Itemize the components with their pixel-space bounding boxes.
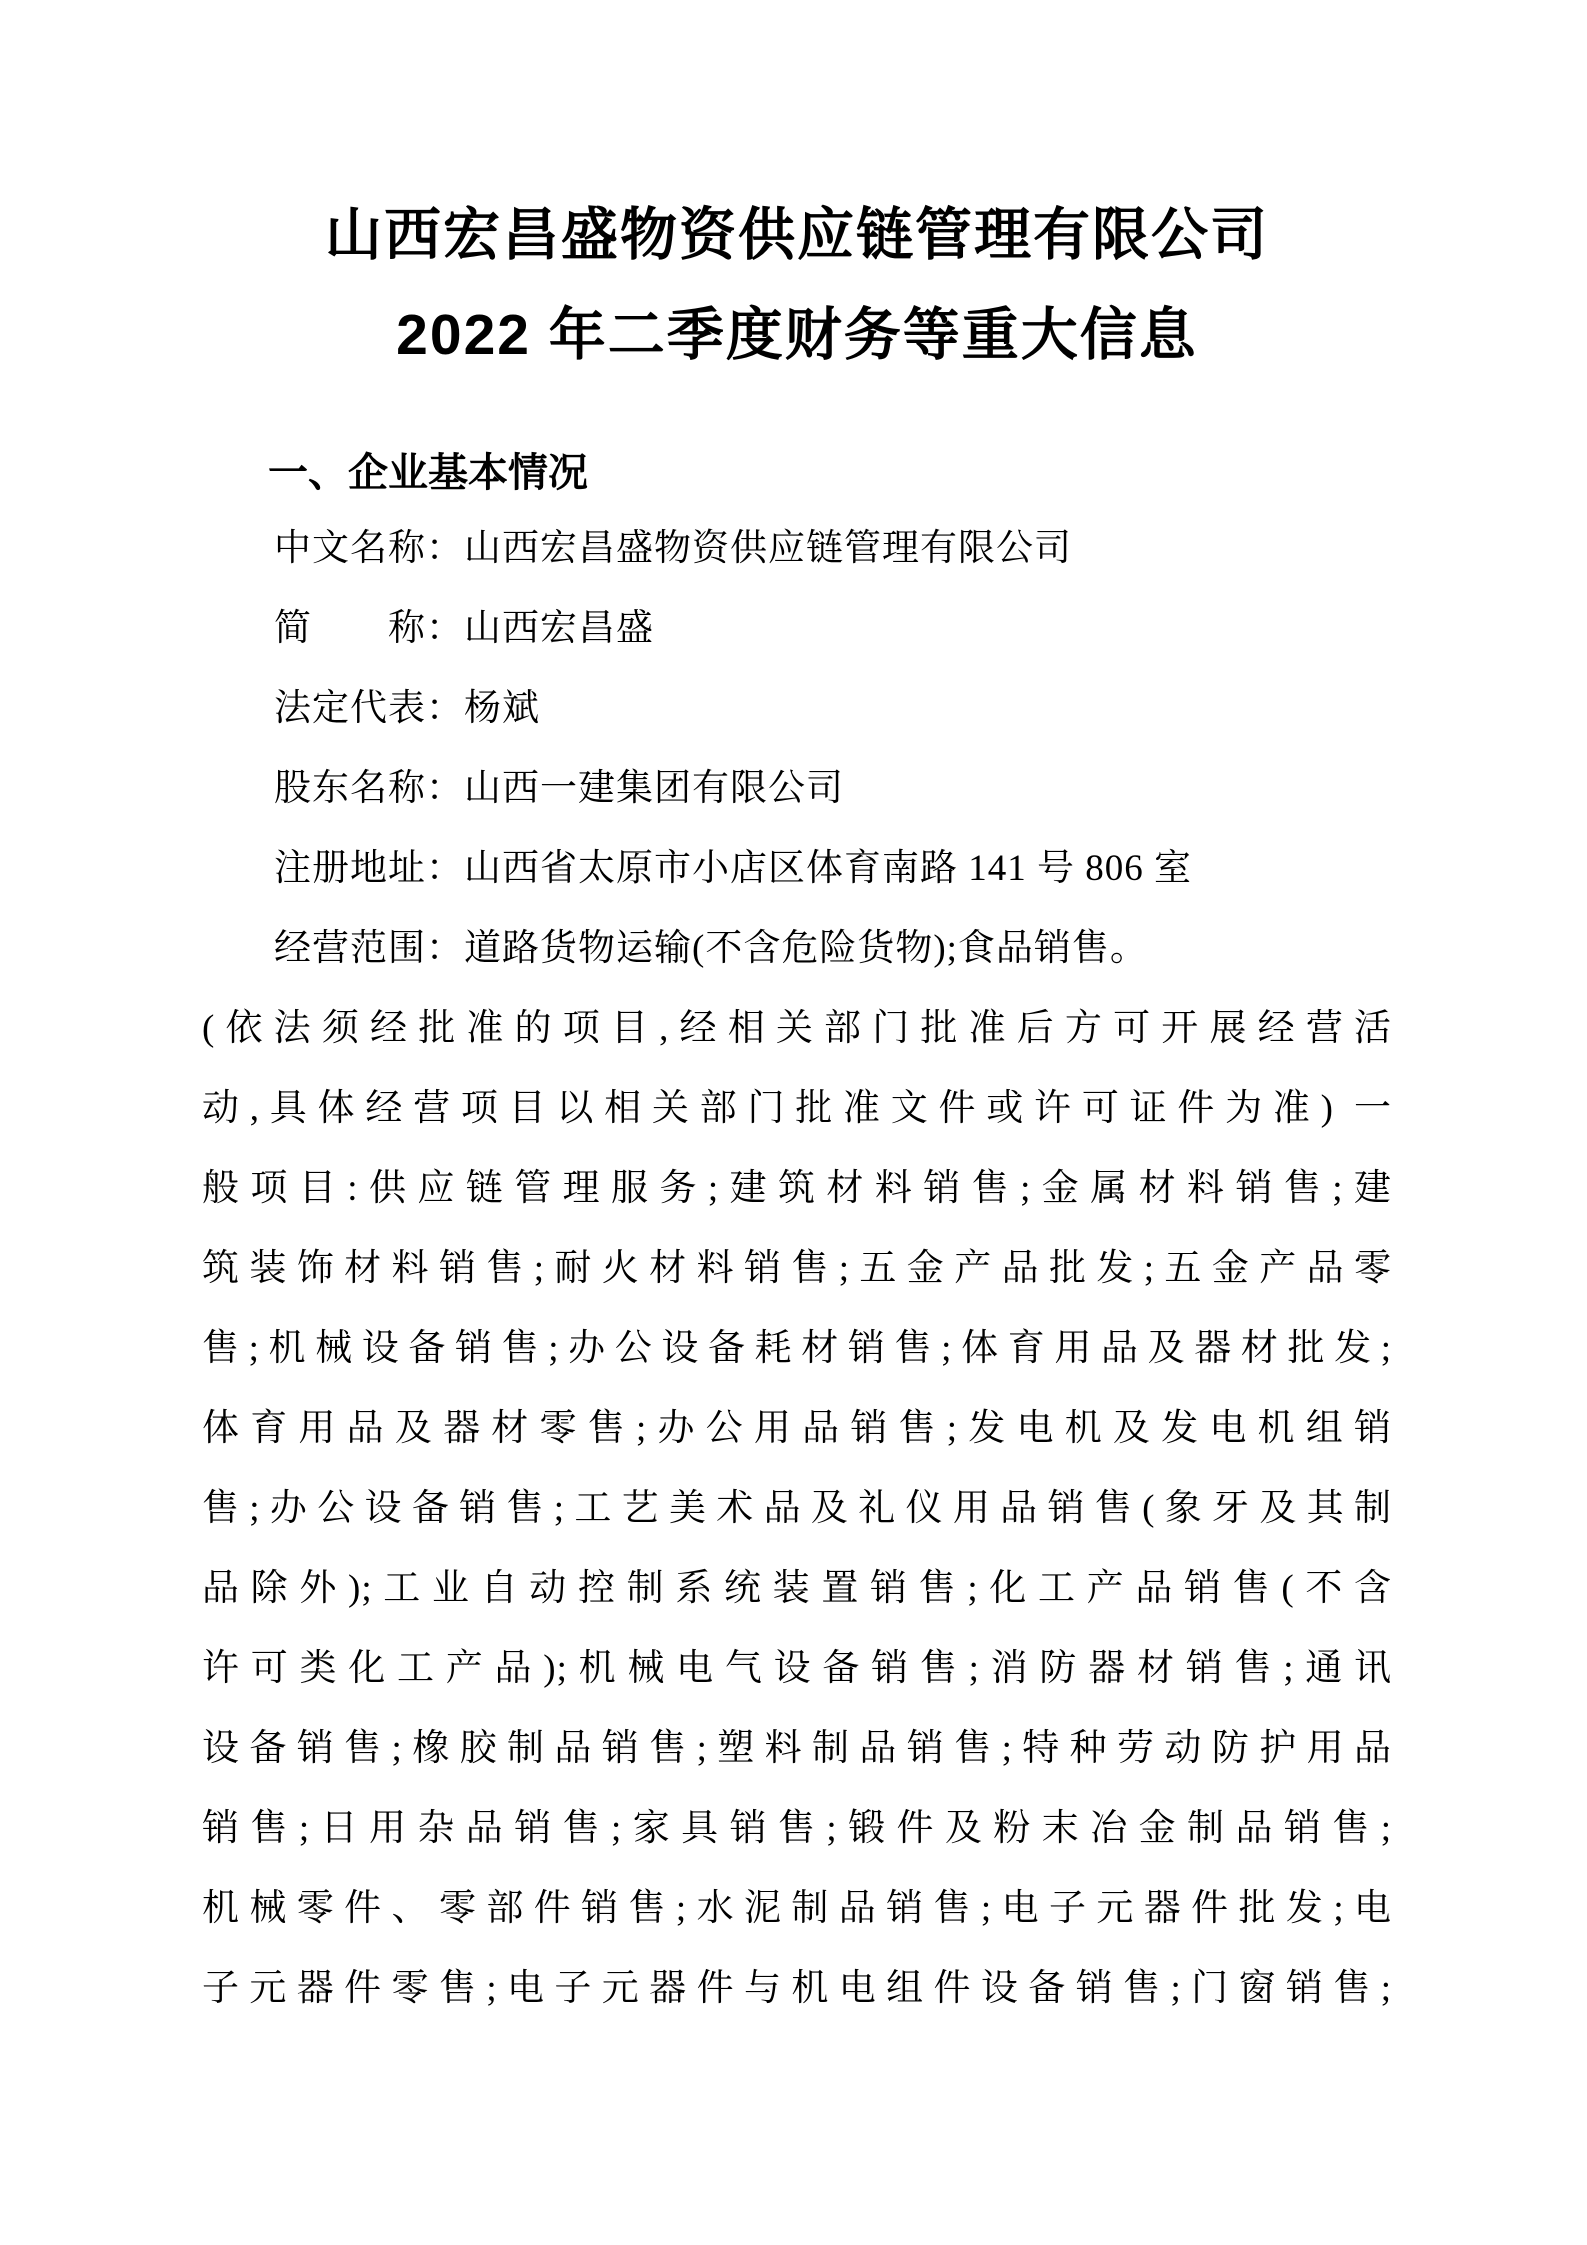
section-heading-basic-info: 一、企业基本情况 xyxy=(268,451,588,495)
field-value: 山西一建集团有限公司 xyxy=(464,768,844,809)
title-line-1: 山西宏昌盛物资供应链管理有限公司 xyxy=(325,203,1269,267)
field-label: 简 称： xyxy=(274,608,464,649)
business-scope-line: 售;机械设备销售;办公设备耗材销售;体育用品及器材批发; xyxy=(202,1328,1392,1369)
field-value: 山西省太原市小店区体育南路 141 号 806 室 xyxy=(464,848,1192,889)
business-scope-line: 销售;日用杂品销售;家具销售;锻件及粉末冶金制品销售; xyxy=(202,1808,1392,1849)
field-line xyxy=(202,509,1392,589)
field-line xyxy=(202,589,1392,669)
field-line xyxy=(202,669,1392,749)
field-line xyxy=(202,749,1392,829)
business-scope-line: 体育用品及器材零售;办公用品销售;发电机及发电机组销 xyxy=(202,1408,1392,1449)
field-label: 法定代表： xyxy=(274,688,464,729)
business-scope-line: 许可类化工产品);机械电气设备销售;消防器材销售;通讯 xyxy=(202,1648,1392,1689)
field-value: 山西宏昌盛 xyxy=(464,608,654,649)
field-label: 经营范围： xyxy=(274,928,464,969)
title-line-2: 2022 年二季度财务等重大信息 xyxy=(396,303,1198,367)
business-scope-line: 子元器件零售;电子元器件与机电组件设备销售;门窗销售; xyxy=(202,1968,1392,2009)
business-scope-line: 机械零件、零部件销售;水泥制品销售;电子元器件批发;电 xyxy=(202,1888,1392,1929)
business-scope-line: 品除外);工业自动控制系统装置销售;化工产品销售(不含 xyxy=(202,1568,1392,1609)
business-scope-line: 动,具体经营项目以相关部门批准文件或许可证件为准) 一 xyxy=(202,1088,1392,1129)
business-scope-line: 设备销售;橡胶制品销售;塑料制品销售;特种劳动防护用品 xyxy=(202,1728,1392,1769)
field-line xyxy=(202,909,1392,989)
document-title xyxy=(202,185,1392,385)
business-scope-line: 般项目:供应链管理服务;建筑材料销售;金属材料销售;建 xyxy=(202,1168,1392,1209)
field-label: 股东名称： xyxy=(274,768,464,809)
business-scope-paragraph xyxy=(202,989,1392,2029)
field-value: 杨斌 xyxy=(464,688,540,729)
field-label: 注册地址： xyxy=(274,848,464,889)
field-value: 道路货物运输(不含危险货物);食品销售。 xyxy=(464,928,1148,969)
business-scope-line: 筑装饰材料销售;耐火材料销售;五金产品批发;五金产品零 xyxy=(202,1248,1392,1289)
business-scope-line: 售;办公设备销售;工艺美术品及礼仪用品销售(象牙及其制 xyxy=(202,1488,1392,1529)
business-scope-line: (依法须经批准的项目,经相关部门批准后方可开展经营活 xyxy=(202,1008,1392,1049)
field-line xyxy=(202,829,1392,909)
field-label: 中文名称： xyxy=(274,528,464,569)
field-value: 山西宏昌盛物资供应链管理有限公司 xyxy=(464,528,1072,569)
company-field-list xyxy=(202,509,1392,989)
